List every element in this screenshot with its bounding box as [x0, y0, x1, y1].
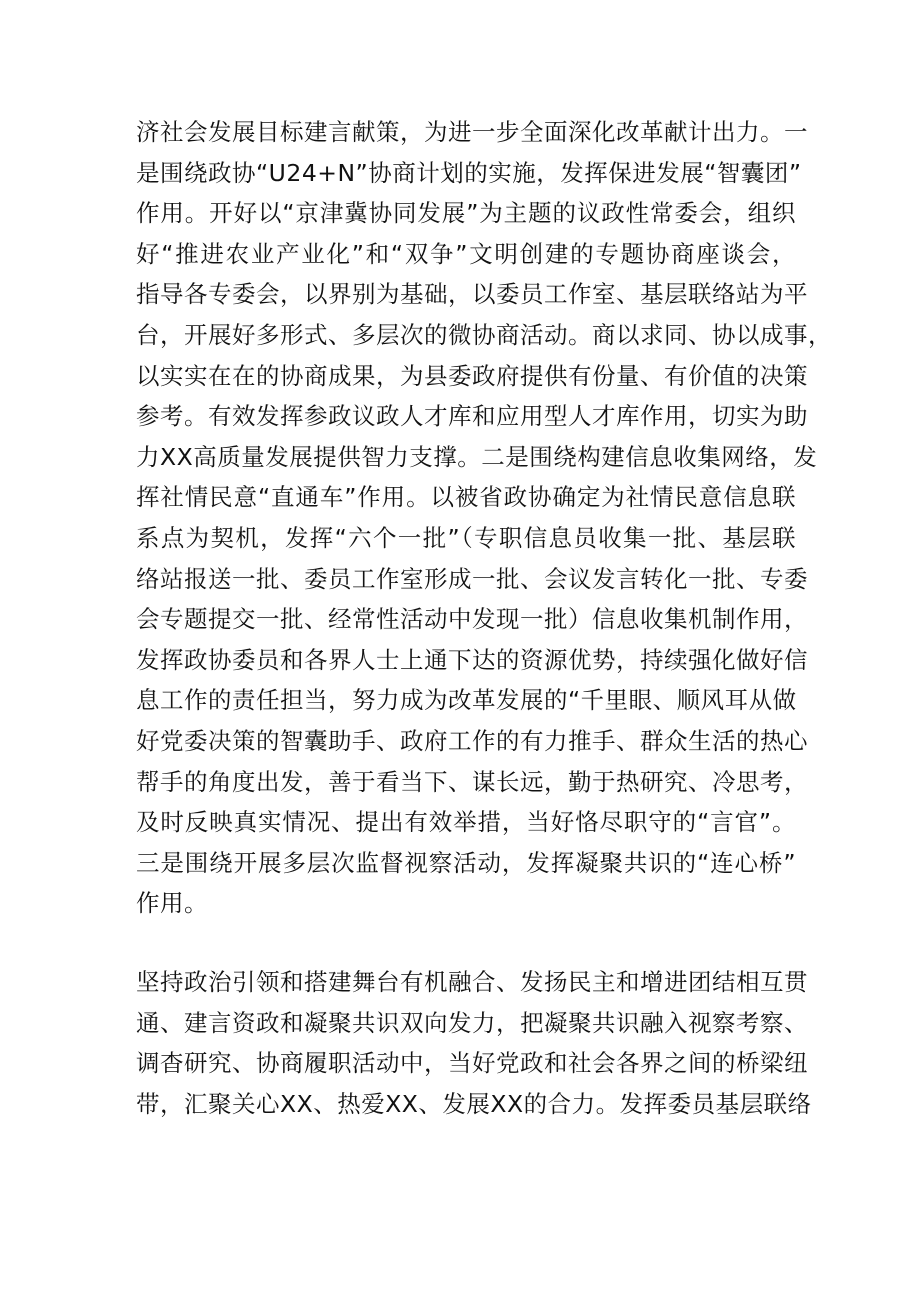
text-line: 指导各专委会，以界别为基础，以委员工作室、基层联络站为平	[136, 280, 808, 309]
text-line: 台，开展好多形式、多层次的微协商活动。商以求同、协以成事，	[136, 320, 832, 349]
text-line: 三是围绕开展多层次监督视察活动，发挥凝聚共识的“连心桥”	[136, 848, 796, 877]
text-line: 挥社情民意“直通车”作用。以被省政协确定为社情民意信息联	[136, 483, 796, 512]
text-line: 络站报送一批、委员工作室形成一批、会议发言转化一批、专委	[136, 564, 808, 593]
text-line: 带，汇聚关心XX、热爱XX、发展XX的合力。发挥委员基层联络	[136, 1089, 812, 1118]
text-line: 息工作的责任担当，努力成为改革发展的“千里眼、顺风耳从做	[136, 686, 797, 715]
text-line: 通、建言资政和凝聚共识双向发力，把凝聚共识融入视察考察、	[136, 1008, 808, 1037]
text-line: 坚持政治引领和搭建舞台有机融合、发扬民主和增进团结相互贯	[136, 968, 808, 996]
paragraph-1	[136, 112, 832, 924]
text-line: 发挥政协委员和各界人士上通下达的资源优势，持续强化做好信	[136, 645, 808, 674]
paragraph-2	[136, 962, 812, 1124]
text-line: 好“推进农业产业化”和“双争”文明创建的专题协商座谈会，	[136, 239, 796, 268]
text-line: 济社会发展目标建言献策，为进一步全面深化改革献计出力。一	[136, 118, 808, 146]
text-line: 作用。	[136, 889, 208, 918]
text-line: 好党委决策的智囊助手、政府工作的有力推手、群众生活的热心	[136, 726, 808, 755]
text-line: 及时反映真实情况、提出有效举措，当好恪尽职守的“言官”。	[136, 808, 796, 837]
text-line: 力XX高质量发展提供智力支撑。二是围绕构建信息收集网络，发	[136, 442, 818, 471]
text-line: 调杳研究、协商履职活动中，当好党政和社会各界之间的桥梁纽	[136, 1049, 808, 1078]
text-line: 系点为契机，发挥“六个一批”（专职信息员收集一批、基层联	[136, 523, 796, 552]
text-line: 帮手的角度出发，善于看当下、谋长远，勤于热研究、冷思考，	[136, 767, 808, 796]
text-line: 作用。开好以“京津冀协同发展”为主题的议政性常委会，组织	[136, 199, 796, 228]
text-line: 以实实在在的协商成果，为县委政府提供有份量、有价值的决策	[136, 361, 808, 390]
text-line: 参考。有效发挥参政议政人才库和应用型人才库作用，切实为助	[136, 402, 808, 431]
text-line: 是围绕政协“U24+N”协商计划的实施，发挥保进发展“智囊团”	[136, 158, 802, 187]
text-line: 会专题提交一批、经常性活动中发现一批）信息收集机制作用，	[136, 605, 808, 634]
